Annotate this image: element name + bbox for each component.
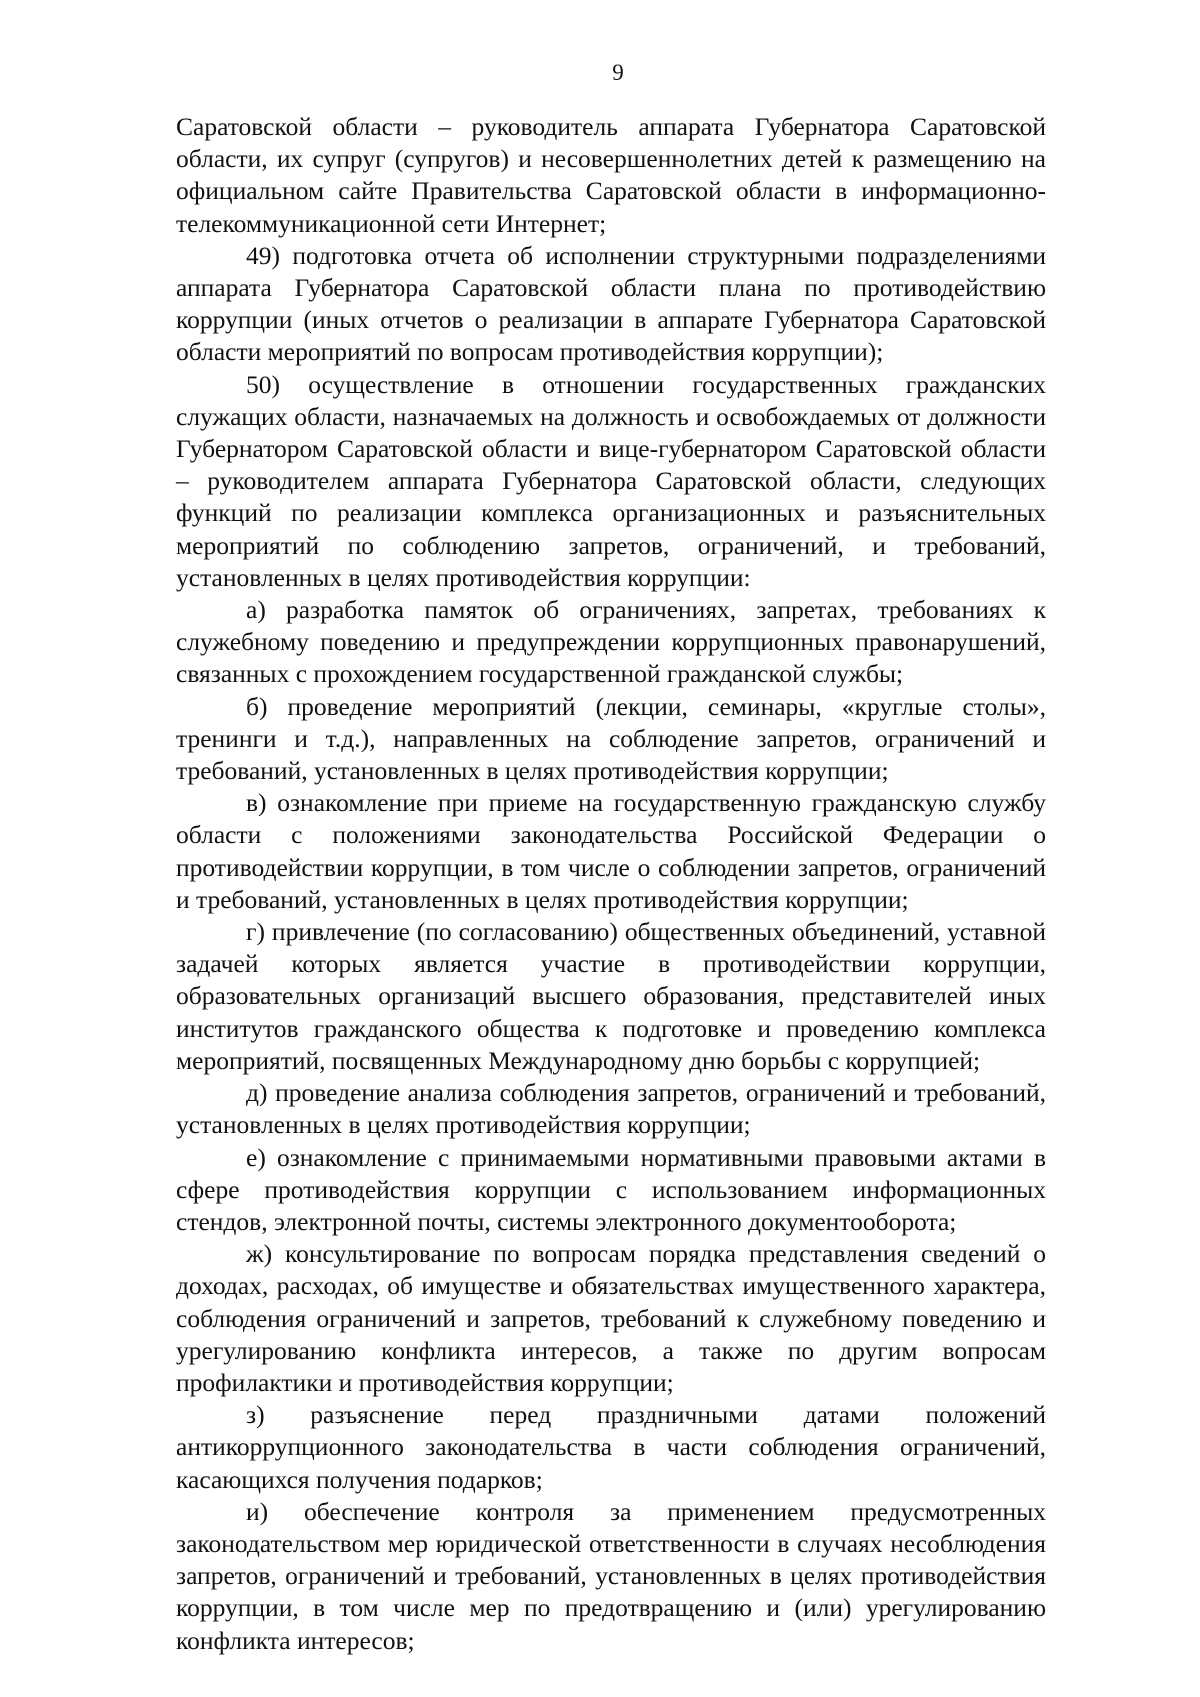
paragraph-subitem-v: в) ознакомление при приеме на государственную гражданскую службу области с положениями законодательства Российской Федерации о противодействии коррупции, в том числе о соблюдении запретов, ограничений и требований, установленных в целях противодействия коррупции; xyxy=(176,788,1046,914)
paragraph-subitem-i: и) обеспечение контроля за применением предусмотренных законодательством мер юридической ответственности в случаях несоблюдения запретов, ограничений и требований, установленных в целях противодействия коррупции, в том числе мер по предотвращению и (или) урегулированию конфликта интересов; xyxy=(176,1496,1046,1655)
paragraph-subitem-e: е) ознакомление с принимаемыми нормативными правовыми актами в сфере противодействия коррупции с использованием информационных стендов, электронной почты, системы электронного документооборота; xyxy=(176,1142,1046,1236)
paragraph-item-50: 50) осуществление в отношении государственных гражданских служащих области, назначаемых на должность и освобождаемых от должности Губернатором Саратовской области и вице-губернатором Саратовской области – руководителем аппарата Губернатора Саратовской области, следующих функций по реализации комплекса организационных и разъяснительных мероприятий по соблюдению запретов, ограничений, и требований, установленных в целях противодействия коррупции: xyxy=(176,369,1046,592)
paragraph-subitem-d: д) проведение анализа соблюдения запретов, ограничений и требований, установленных в целях противодействия коррупции; xyxy=(176,1078,1046,1140)
paragraph-item-49: 49) подготовка отчета об исполнении структурными подразделениями аппарата Губернатора Саратовской области плана по противодействию коррупции (иных отчетов о реализации в аппарате Губернатора Саратовской области мероприятий по вопросам противодействия коррупции); xyxy=(176,240,1046,367)
paragraph-subitem-zh: ж) консультирование по вопросам порядка представления сведений о доходах, расходах, об имуществе и обязательствах имущественного характера, соблюдения ограничений и запретов, требований к служебному поведению и урегулированию конфликта интересов, а также по другим вопросам профилактики и противодействия коррупции; xyxy=(176,1239,1046,1397)
paragraph-subitem-a: а) разработка памяток об ограничениях, запретах, требованиях к служебному поведению и предупреждении коррупционных правонарушений, связанных с прохождением государственной гражданской службы; xyxy=(176,595,1046,689)
paragraph-subitem-z: з) разъяснение перед праздничными датами положений антикоррупционного законодательства в части соблюдения ограничений, касающихся получения подарков; xyxy=(176,1400,1046,1494)
document-body xyxy=(176,111,1046,1657)
page-number: 9 xyxy=(612,60,624,85)
paragraph-subitem-b: б) проведение мероприятий (лекции, семинары, «круглые столы», тренинги и т.д.), направленных на соблюдение запретов, ограничений и требований, установленных в целях противодействия коррупции; xyxy=(176,691,1046,786)
paragraph-subitem-g: г) привлечение (по согласованию) общественных объединений, уставной задачей которых является участие в противодействии коррупции, образовательных организаций высшего образования, представителей иных институтов гражданского общества к подготовке и проведению комплекса мероприятий, посвященных Международному дню борьбы с коррупцией; xyxy=(176,917,1046,1075)
paragraph-continuation: Саратовской области – руководитель аппарата Губернатора Саратовской области, их супруг (супругов) и несовершеннолетних детей к размещению на официальном сайте Правительства Саратовской области в информационно-телекоммуникационной сети Интернет; xyxy=(176,112,1046,238)
